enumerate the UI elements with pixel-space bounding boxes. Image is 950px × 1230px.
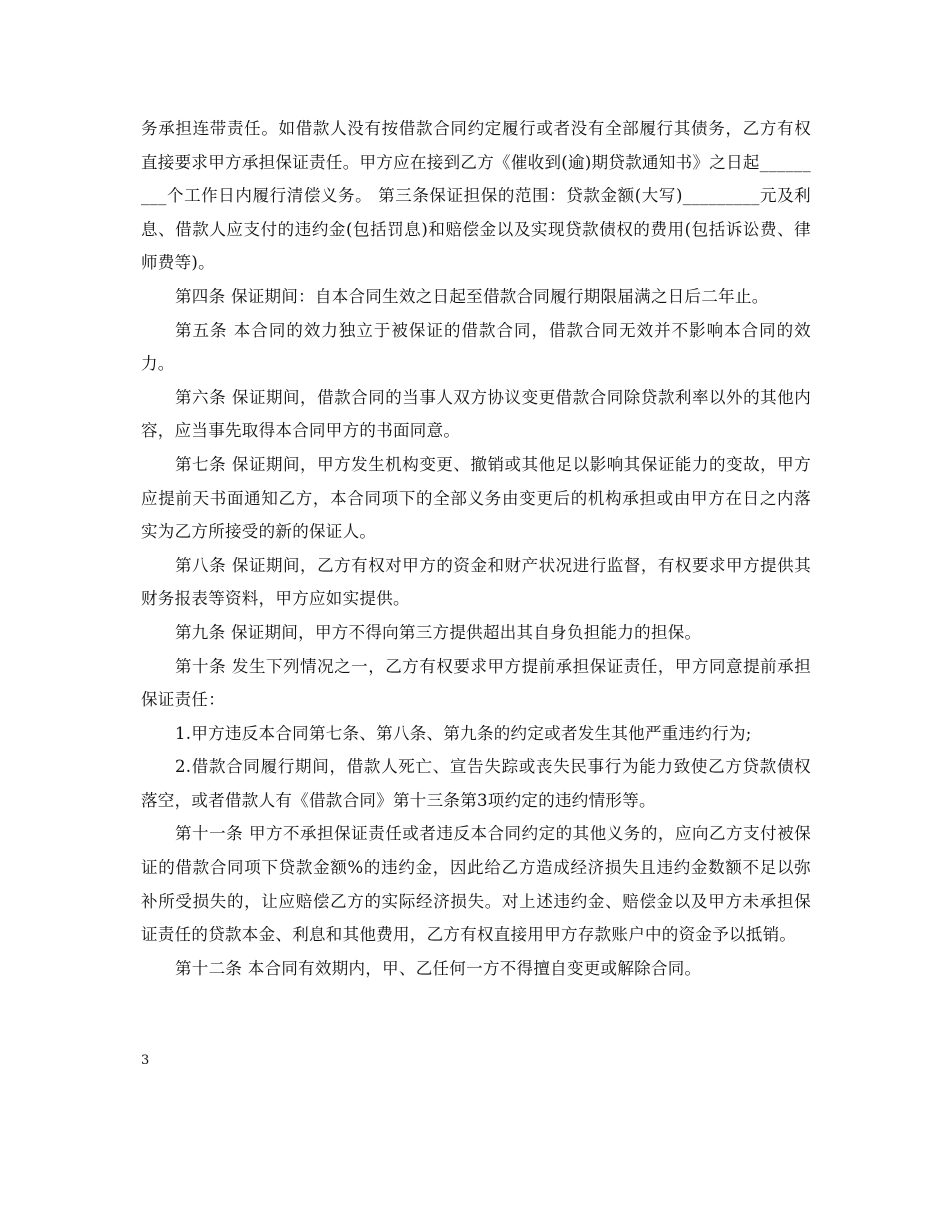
paragraph-article-11: 第十一条 甲方不承担保证责任或者违反本合同约定的其他义务的，应向乙方支付被保证的借款合同项下贷款金额%的违约金，因此给乙方造成经济损失且违约金数额不足以弥补所受损失的，让应赔偿乙方的实际经济损失。对上述违约金、赔偿金以及甲方未承担保证责任的贷款本金、利息和其他费用，乙方有权直接用甲方存款账户中的资金予以抵销。 <box>141 824 811 945</box>
paragraph-article-12: 第十二条 本合同有效期内，甲、乙任何一方不得擅自变更或解除合同。 <box>175 958 702 978</box>
paragraph-article-8: 第八条 保证期间，乙方有权对甲方的资金和财产状况进行监督，有权要求甲方提供其财务报表等资料，甲方应如实提供。 <box>141 555 811 609</box>
paragraph-article-6: 第六条 保证期间，借款合同的当事人双方协议变更借款合同除贷款利率以外的其他内容，应当事先取得本合同甲方的书面同意。 <box>141 387 811 441</box>
paragraph-article-4: 第四条 保证期间：自本合同生效之日起至借款合同履行期限届满之日后二年止。 <box>175 286 769 306</box>
paragraph-article-10-item-2: 2.借款合同履行期间，借款人死亡、宣告失踪或丧失民事行为能力致使乙方贷款债权落空，或者借款人有《借款合同》第十三条第3项约定的违约情形等。 <box>141 757 811 810</box>
paragraph-continuation: 务承担连带责任。如借款人没有按借款合同约定履行或者没有全部履行其债务，乙方有权直接要求甲方承担保证责任。甲方应在接到乙方《催收到(逾)期贷款通知书》之日起_________个工作日内履行清偿义务。 第三条保证担保的范围：贷款金额(大写)_________元及利息、借款人应支付的违约金(包括罚息)和赔偿金以及实现贷款债权的费用(包括诉讼费、律师费等)。 <box>141 119 811 273</box>
paragraph-article-9: 第九条 保证期间，甲方不得向第三方提供超出其自身负担能力的担保。 <box>175 622 702 642</box>
paragraph-article-5: 第五条 本合同的效力独立于被保证的借款合同，借款合同无效并不影响本合同的效力。 <box>141 320 811 374</box>
paragraph-article-10: 第十条 发生下列情况之一，乙方有权要求甲方提前承担保证责任，甲方同意提前承担保证责任： <box>141 656 811 710</box>
paragraph-article-7: 第七条 保证期间，甲方发生机构变更、撤销或其他足以影响其保证能力的变故，甲方应提前天书面通知乙方，本合同项下的全部义务由变更后的机构承担或由甲方在日之内落实为乙方所接受的新的保证人。 <box>141 454 811 542</box>
paragraph-article-10-item-1: 1.甲方违反本合同第七条、第八条、第九条的约定或者发生其他严重违约行为; <box>175 723 752 743</box>
contract-body <box>141 112 811 985</box>
page-number: 3 <box>141 1053 150 1068</box>
